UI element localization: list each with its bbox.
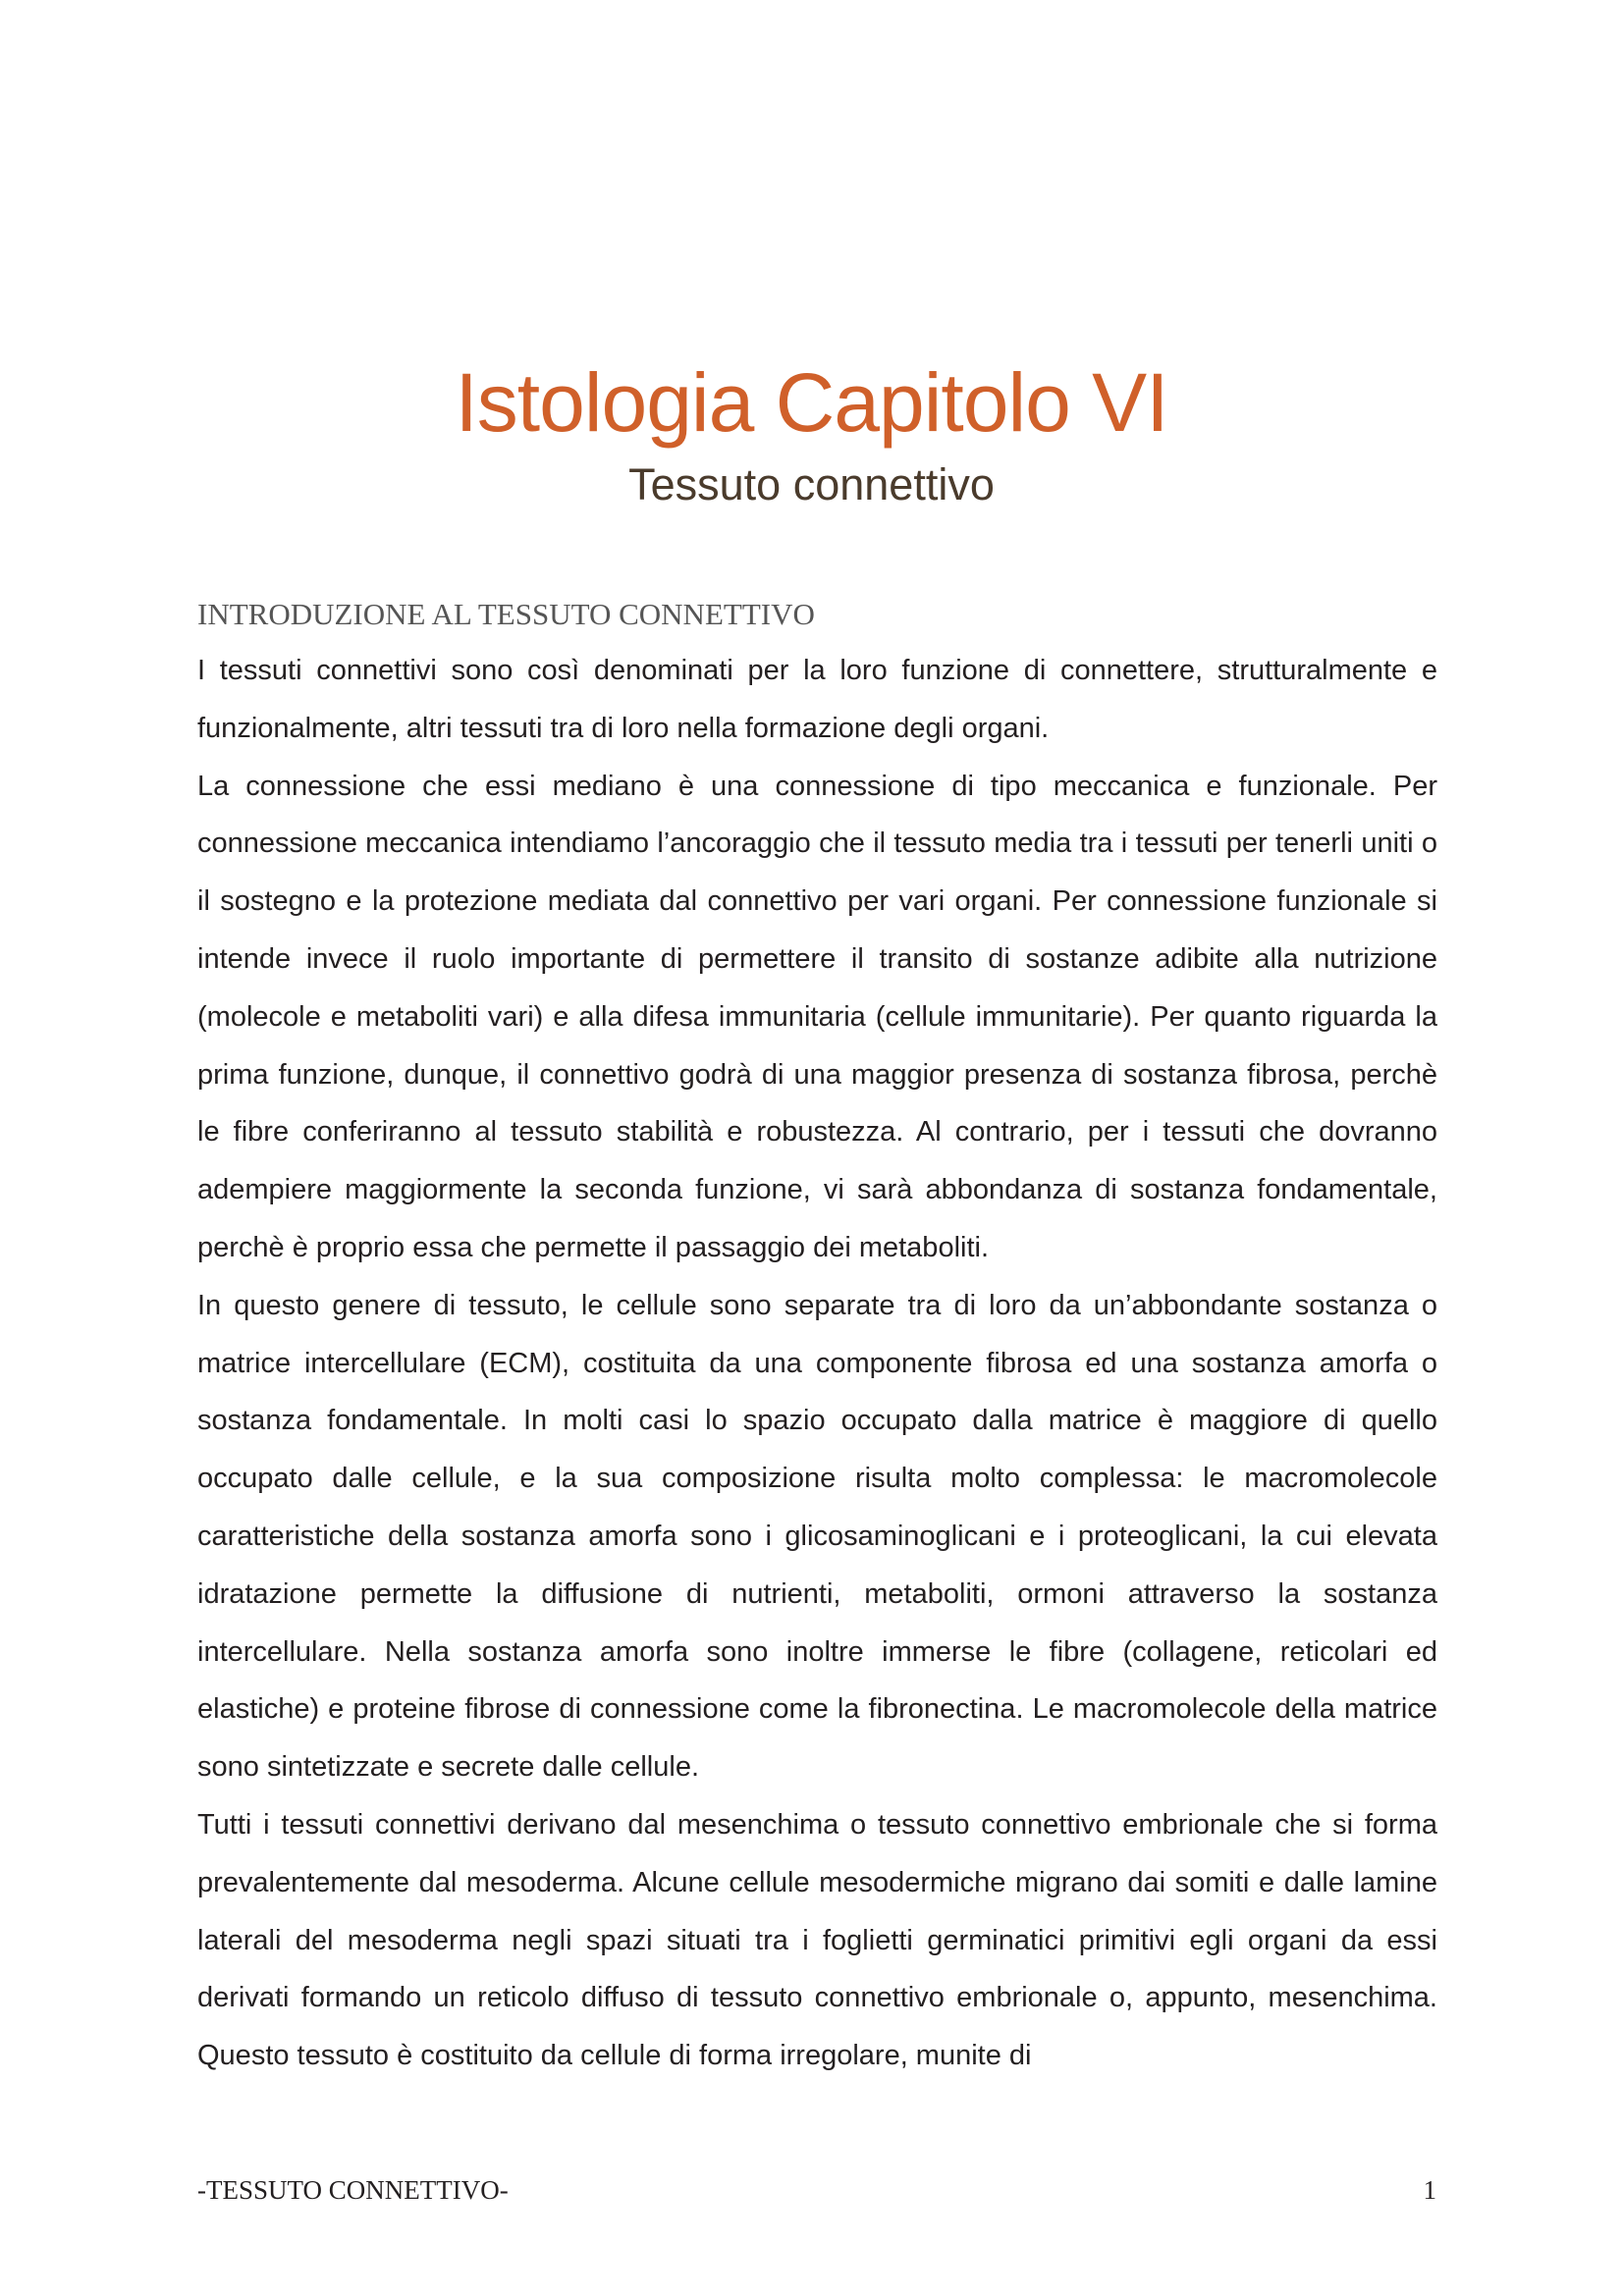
paragraph: I tessuti connettivi sono così denominati per la loro funzione di connettere, strutturalmente e funzionalmente, altri tessuti tra di loro nella formazione degli organi. xyxy=(197,655,1437,744)
footer-running-title: -TESSUTO CONNETTIVO- xyxy=(197,2175,509,2205)
page-number: 1 xyxy=(1423,2175,1436,2205)
document-title: Istologia Capitolo VI xyxy=(455,356,1168,449)
document-body xyxy=(197,587,1437,2085)
paragraph: La connessione che essi mediano è una connessione di tipo meccanica e funzionale. Per connessione meccanica intendiamo l’ancoraggio che il tessuto media tra i tessuti per tenerli uniti o il sostegno e la protezione mediata dal connettivo per vari organi. Per connessione funzionale si intende invece il ruolo importante di permettere il transito di sostanze adibite alla nutrizione (molecole e metaboliti vari) e alla difesa immunitaria (cellule immunitarie). Per quanto riguarda la prima funzione, dunque, il connettivo godrà di una maggior presenza di sostanza fibrosa, perchè le fibre conferiranno al tessuto stabilità e robustezza. Al contrario, per i tessuti che dovranno adempiere maggiormente la seconda funzione, vi sarà abbondanza di sostanza fondamentale, perchè è proprio essa che permette il passaggio dei metaboliti. xyxy=(197,770,1437,1263)
section-heading: INTRODUZIONE AL TESSUTO CONNETTIVO xyxy=(197,597,815,631)
paragraph: Tutti i tessuti connettivi derivano dal mesenchima o tessuto connettivo embrionale che si forma prevalentemente dal mesoderma. Alcune cellule mesodermiche migrano dai somiti e dalle lamine laterali del mesoderma negli spazi situati tra i foglietti germinatici primitivi egli organi da essi derivati formando un reticolo diffuso di tessuto connettivo embrionale o, appunto, mesenchima. Questo tessuto è costituito da cellule di forma irregolare, munite di xyxy=(197,1808,1437,2072)
document-subtitle: Tessuto connettivo xyxy=(628,459,995,509)
paragraph: In questo genere di tessuto, le cellule sono separate tra di loro da un’abbondante sostanza o matrice intercellulare (ECM), costituita da una componente fibrosa ed una sostanza amorfa o sostanza fondamentale. In molti casi lo spazio occupato dalla matrice è maggiore di quello occupato dalle cellule, e la sua composizione risulta molto complessa: le macromolecole caratteristiche della sostanza amorfa sono i glicosaminoglicani e i proteoglicani, la cui elevata idratazione permette la diffusione di nutrienti, metaboliti, ormoni attraverso la sostanza intercellulare. Nella sostanza amorfa sono inoltre immerse le fibre (collagene, reticolari ed elastiche) e proteine fibrose di connessione come la fibronectina. Le macromolecole della matrice sono sintetizzate e secrete dalle cellule. xyxy=(197,1289,1437,1784)
